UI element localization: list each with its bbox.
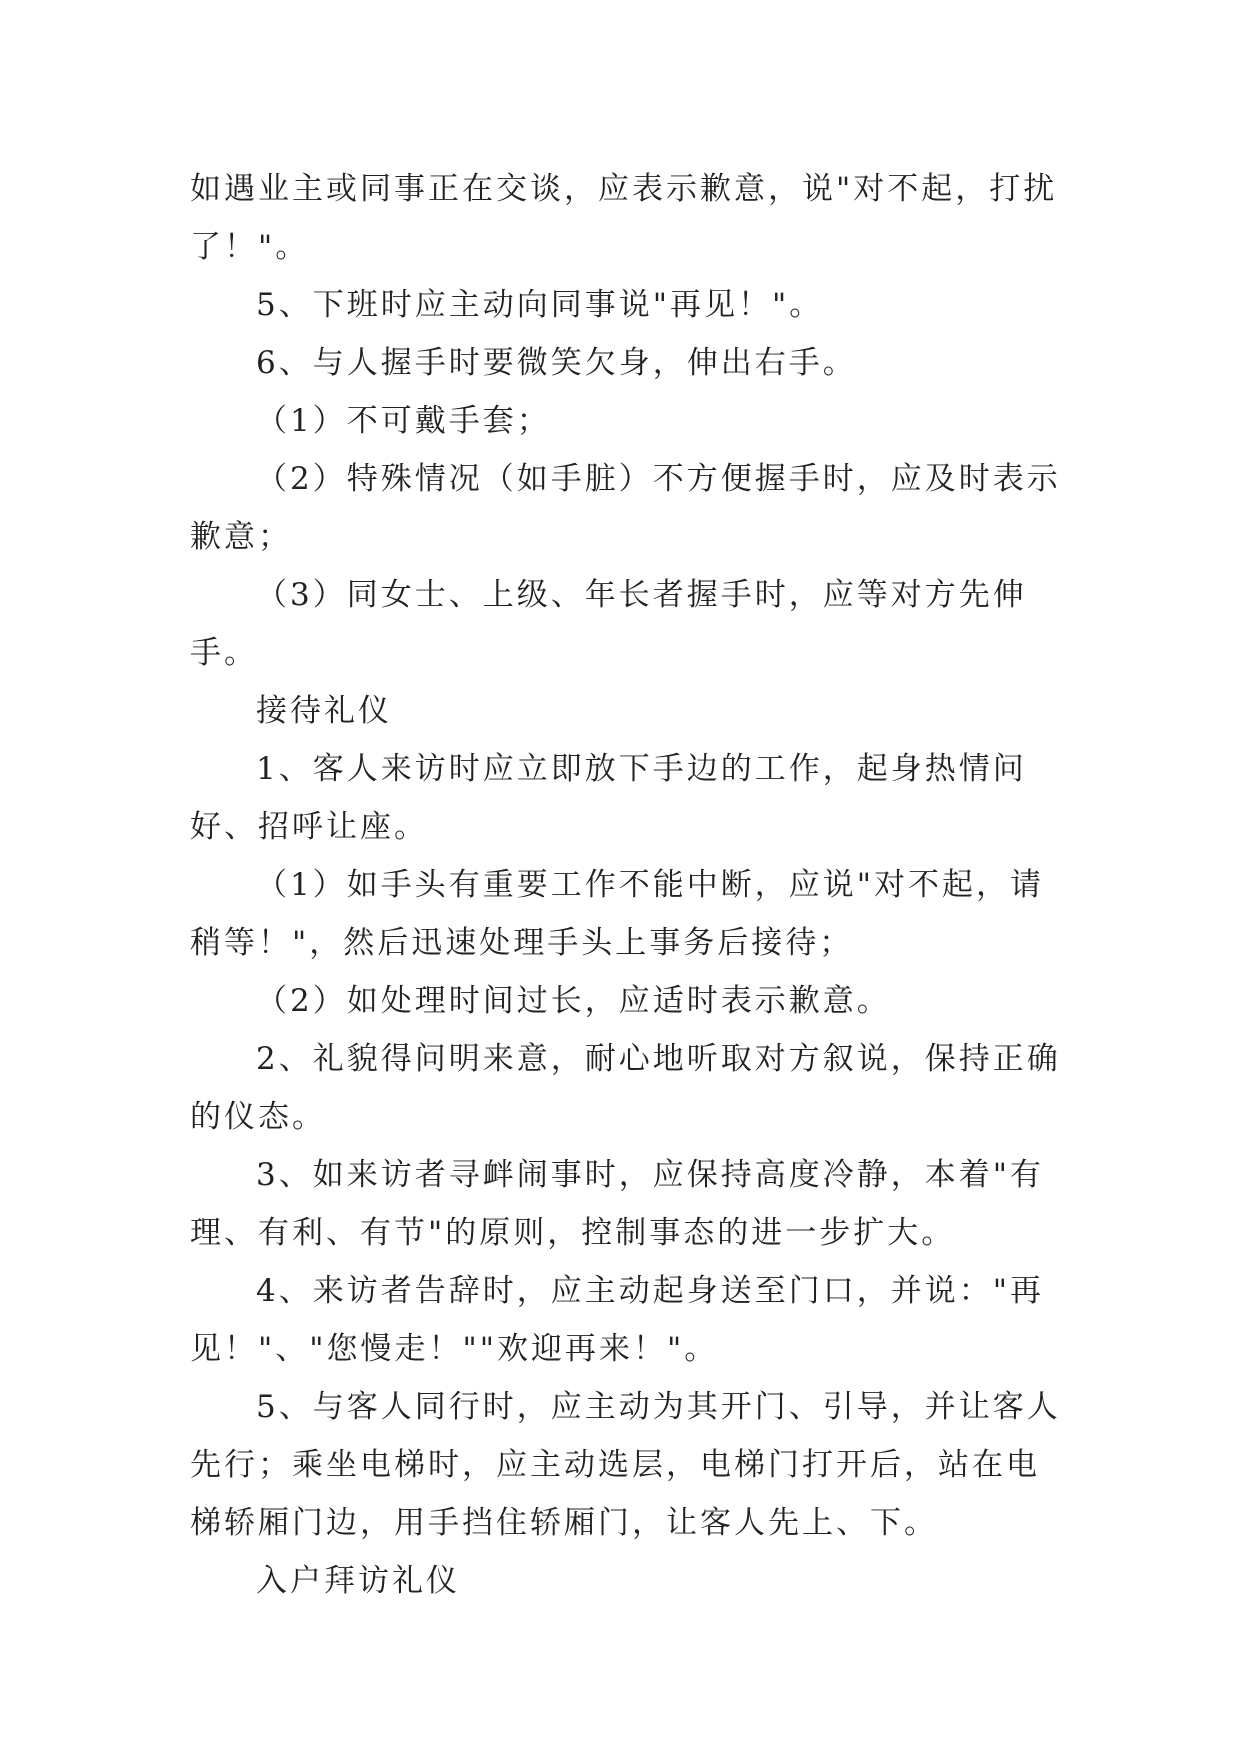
section-heading-reception: 接待礼仪: [256, 693, 392, 729]
paragraph-sub-2-special-case: （2）特殊情况（如手脏）不方便握手时，应及时表示歉意；: [190, 461, 1061, 555]
paragraph-reception-sub-2: （2）如处理时间过长，应适时表示歉意。: [256, 983, 891, 1019]
paragraph-reception-3: 3、如来访者寻衅闹事时，应保持高度冷静，本着"有理、有利、有节"的原则，控制事态的进一步扩大。: [190, 1157, 1044, 1251]
document-body: [190, 160, 1070, 1610]
paragraph-item-6-handshake: 6、与人握手时要微笑欠身，伸出右手。: [256, 345, 857, 381]
paragraph-reception-4: 4、来访者告辞时，应主动起身送至门口，并说："再见！"、"您慢走！""欢迎再来！"。: [190, 1273, 1044, 1367]
paragraph-reception-5: 5、与客人同行时，应主动为其开门、引导，并让客人先行；乘坐电梯时，应主动选层，电梯门打开后，站在电梯轿厢门边，用手挡住轿厢门，让客人先上、下。: [190, 1389, 1061, 1541]
paragraph-continuation: 如遇业主或同事正在交谈，应表示歉意，说"对不起，打扰了！"。: [190, 171, 1058, 265]
paragraph-reception-1: 1、客人来访时应立即放下手边的工作，起身热情问好、招呼让座。: [190, 751, 1027, 845]
paragraph-reception-sub-1: （1）如手头有重要工作不能中断，应说"对不起，请稍等！"，然后迅速处理手头上事务后接待；: [190, 867, 1044, 961]
section-heading-home-visit: 入户拜访礼仪: [256, 1563, 460, 1599]
paragraph-item-5-leave-work: 5、下班时应主动向同事说"再见！"。: [256, 287, 824, 323]
paragraph-reception-2: 2、礼貌得问明来意，耐心地听取对方叙说，保持正确的仪态。: [190, 1041, 1061, 1135]
paragraph-sub-1-no-gloves: （1）不可戴手套；: [256, 403, 551, 439]
paragraph-sub-3-wait-offer: （3）同女士、上级、年长者握手时，应等对方先伸手。: [190, 577, 1027, 671]
